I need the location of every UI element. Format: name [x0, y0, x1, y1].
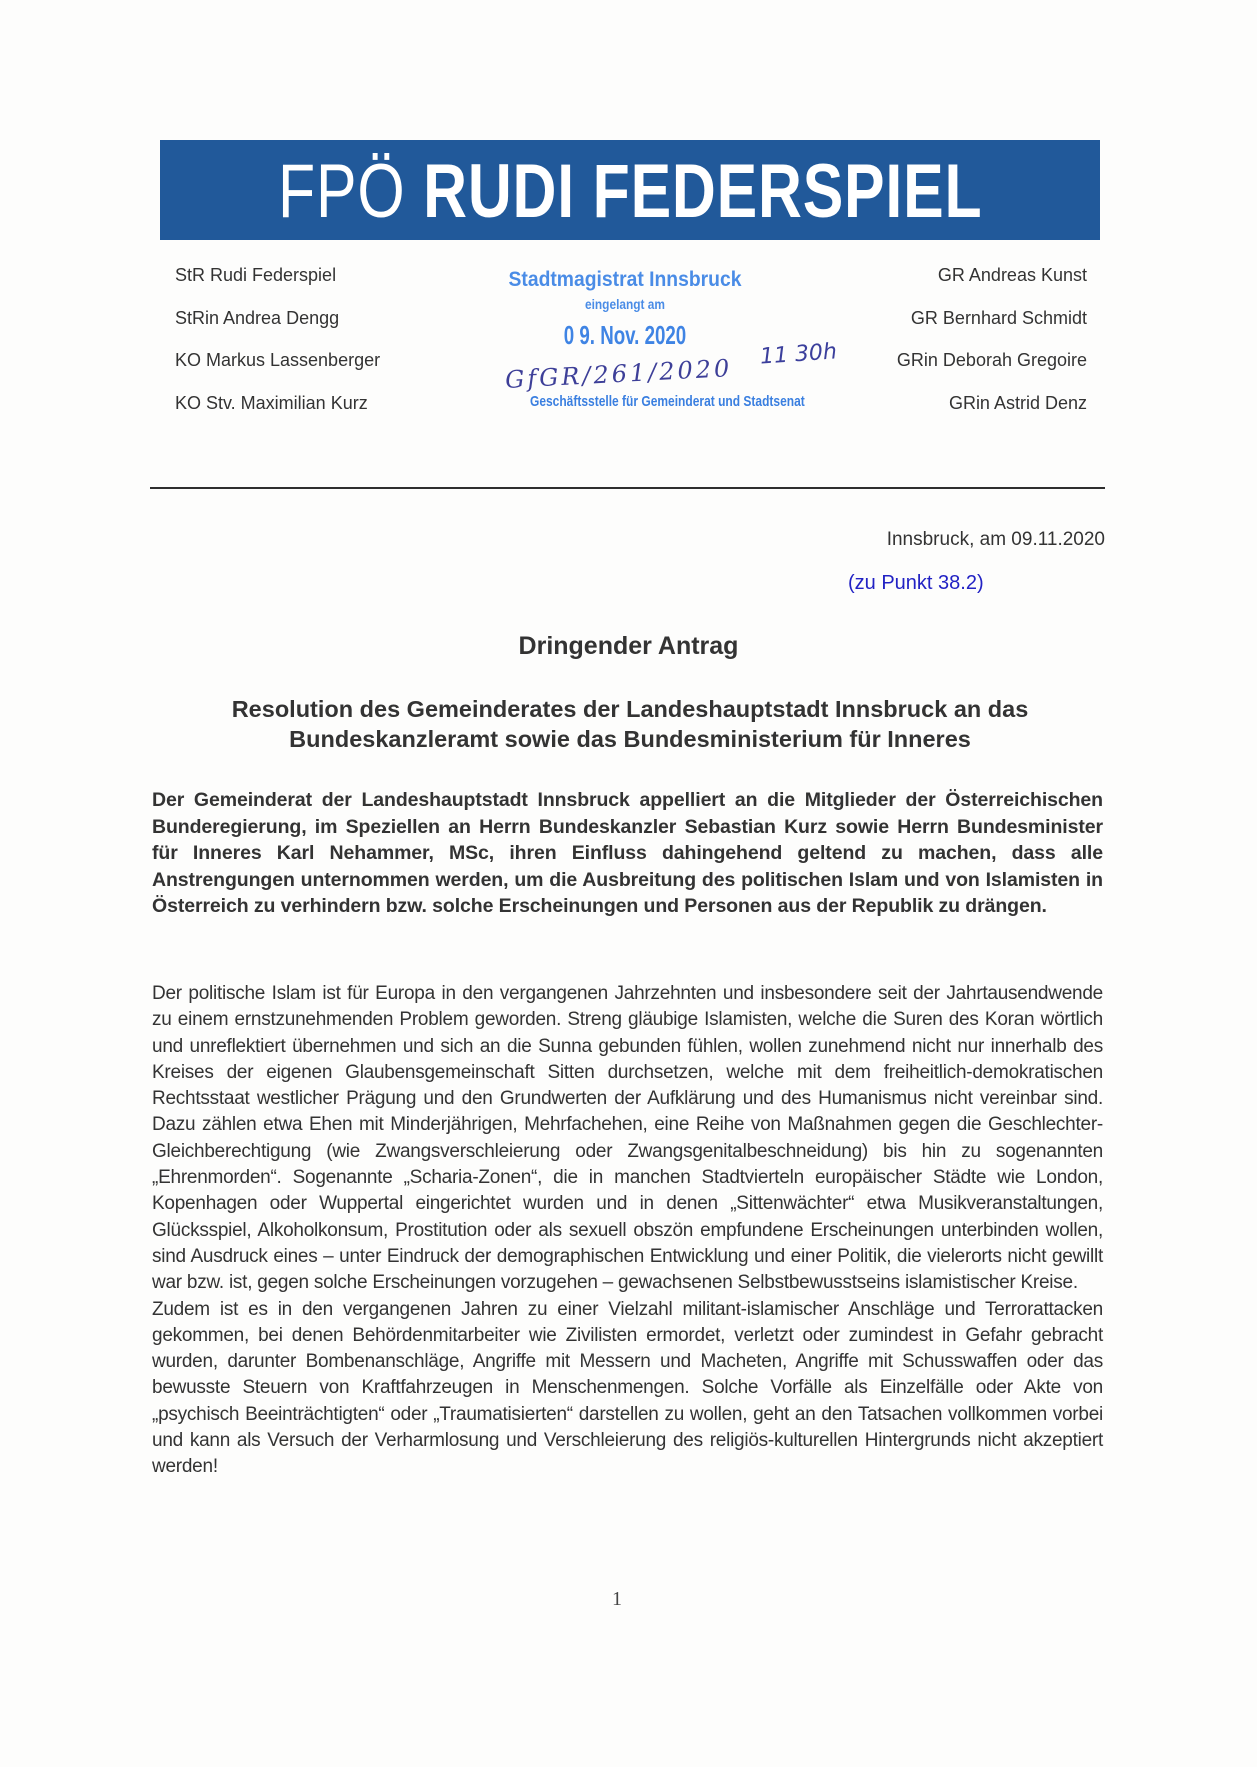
body-paragraph: Der politische Islam ist für Europa in den vergangenen Jahrzehnten und insbesondere seit der Jahrtausendwende zu einem ernstzunehmenden Problem geworden. Streng gläubige Islamisten, welche die Suren des Koran wörtlich und unreflektiert übernehmen und sich an die Sunna gebunden fühlen, wollen zunehmend nicht nur innerhalb des Kreises der eigenen Glaubensgemeinschaft Sitten durchsetzen, welche mit dem freiheitlich-demokratischen Rechtsstaat westlicher Prägung und den Grundwerten der Aufklärung und des Humanismus nicht vereinbar sind. Dazu zählen etwa Ehen mit Minderjährigen, Mehrfachehen, eine Reihe von Maßnahmen gegen die Geschlechter-Gleichberechtigung (wie Zwangsverschleierung oder Zwangsgenitalbeschneidung) bis hin zu sogenannten „Ehrenmorden“. Sogenannte „Scharia-Zonen“, die in manchen Stadtvierteln europäischer Städte wie London, Kopenhagen oder Wuppertal eingerichtet wurden und in denen „Sittenwächter“ etwa Musikveranstaltungen, Glücksspiel, Alkoholkonsum, Prostitution oder als sexuell obszön empfundene Erscheinungen unterbinden wollen, sind Ausdruck eines – unter Eindruck der demographischen Entwicklung und einer Politik, die vielerorts nicht gewillt war bzw. ist, gegen solche Erscheinungen vorzugehen – gewachsenen Selbstbewusstseins islamistischer Kreise.	[152, 983, 1103, 1294]
body-text	[152, 981, 1103, 1481]
handwritten-reference: GfGR/261/2020	[504, 354, 733, 394]
resolution-title-line: Resolution des Gemeinderates der Landeshauptstadt Innsbruck an das	[231, 696, 1029, 722]
resolution-title	[150, 694, 1110, 754]
banner-title	[277, 149, 983, 234]
stamp-received-date: 0 9. Nov. 2020	[563, 320, 687, 350]
banner-name: RUDI FEDERSPIEL	[422, 149, 983, 234]
stamp-authority: Stadtmagistrat Innsbruck	[508, 268, 742, 291]
body-paragraph: Zudem ist es in den vergangenen Jahren zu einer Vielzahl militant-islamischer Anschläge und Terrorattacken gekommen, bei denen Behördenmitarbeiter wie Zivilisten ermordet, verletzt oder zumindest in Gefahr gebracht wurden, darunter Bombenanschläge, Angriffe mit Messern und Macheten, Angriffe mit Schusswaffen oder das bewusste Steuern von Kraftfahrzeugen in Menschenmengen. Solche Vorfälle als Einzelfälle oder Akte von „psychisch Beeinträchtigten“ oder „Traumatisierten“ darstellen zu wollen, geht an den Tatsachen vollkommen vorbei und kann als Versuch der Verharmlosung und Verschleierung des religiös-kulturellen Hintergrunds nicht akzeptiert werden!	[152, 1298, 1103, 1478]
member-name: KO Stv. Maximilian Kurz	[175, 393, 368, 414]
member-name: GR Bernhard Schmidt	[910, 307, 1087, 328]
place-date: Innsbruck, am 09.11.2020	[886, 529, 1105, 550]
member-name: StR Rudi Federspiel	[175, 265, 337, 285]
member-name: GRin Deborah Gregoire	[896, 350, 1087, 371]
members-list-right	[897, 262, 1087, 433]
handwritten-time: 11 30h	[759, 339, 838, 370]
banner-party: FPÖ	[277, 149, 406, 234]
letterhead-banner	[160, 140, 1100, 240]
member-name: StRin Andrea Dengg	[175, 307, 340, 328]
received-stamp	[470, 268, 780, 351]
agenda-reference: (zu Punkt 38.2)	[848, 572, 984, 594]
member-name: GRin Astrid Denz	[948, 393, 1087, 414]
member-name: GR Andreas Kunst	[937, 265, 1087, 285]
page-number: 1	[612, 1588, 622, 1610]
members-list-left	[175, 262, 380, 433]
member-name: KO Markus Lassenberger	[175, 350, 381, 371]
header-divider	[150, 487, 1105, 489]
resolution-title-line: Bundeskanzleramt sowie das Bundesministerium für Inneres	[289, 726, 971, 752]
document-type-title: Dringender Antrag	[518, 632, 739, 660]
stamp-received-label: eingelangt am	[584, 296, 666, 312]
stamp-office: Geschäftsstelle für Gemeinderat und Stadtsenat	[530, 393, 805, 410]
lead-paragraph: Der Gemeinderat der Landeshauptstadt Innsbruck appelliert an die Mitglieder der Österreichischen Bunderegierung, im Speziellen an Herrn Bundeskanzler Sebastian Kurz sowie Herrn Bundesminister für Inneres Karl Nehammer, MSc, ihren Einfluss dahingehend geltend zu machen, dass alle Anstrengungen unternommen werden, um die Ausbreitung des politischen Islam und von Islamisten in Österreich zu verhindern bzw. solche Erscheinungen und Personen aus der Republik zu drängen.	[152, 789, 1103, 918]
